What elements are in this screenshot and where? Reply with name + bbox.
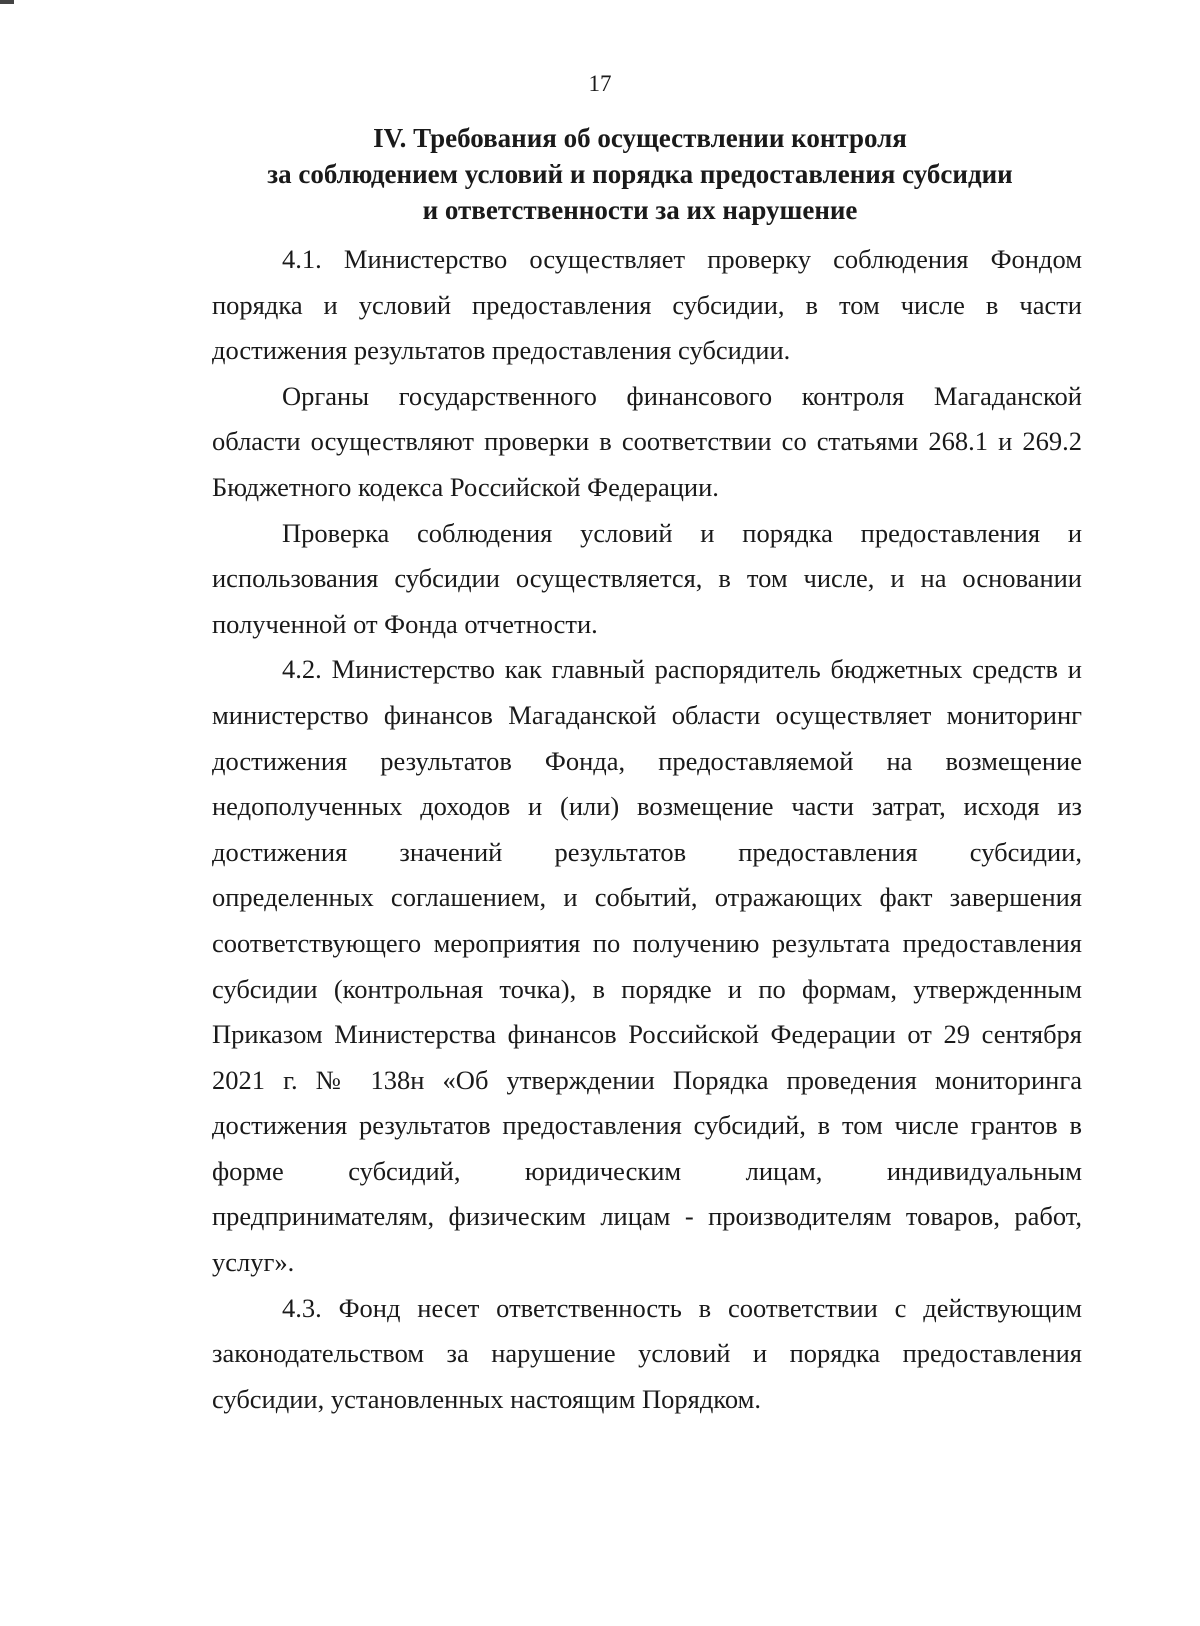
text-line: достижения значений результатов предоставления субсидии, — [212, 836, 1082, 867]
paragraph-4-3 — [212, 1286, 1082, 1423]
paragraph-control-bodies — [212, 374, 1082, 511]
text-line: законодательством за нарушение условий и порядка предоставления — [212, 1338, 1082, 1369]
text-line: достижения результатов предоставления субсидий, в том числе грантов в — [212, 1110, 1082, 1141]
section-heading — [200, 120, 1080, 228]
text-line: достижения результатов Фонда, предоставляемой на возмещение — [212, 745, 1082, 776]
text-line: 4.3. Фонд несет ответственность в соответствии с действующим — [282, 1292, 1082, 1323]
paragraph-4-1 — [212, 237, 1082, 374]
text-line: 4.2. Министерство как главный распорядитель бюджетных средств и — [282, 654, 1082, 685]
paragraph-4-2 — [212, 647, 1082, 1285]
body-text — [212, 237, 1082, 1422]
text-line: 4.1. Министерство осуществляет проверку соблюдения Фондом — [282, 244, 1082, 274]
section-heading-line: IV. Требования об осуществлении контроля — [373, 123, 907, 153]
text-line: Бюджетного кодекса Российской Федерации. — [212, 471, 719, 502]
text-line: соответствующего мероприятия по получению результата предоставления — [212, 927, 1082, 958]
section-heading-line: и ответственности за их нарушение — [422, 195, 858, 225]
scan-edge-mark — [0, 0, 14, 4]
text-line: использования субсидии осуществляется, в том числе, и на основании — [212, 563, 1082, 594]
text-line: министерство финансов Магаданской области осуществляет мониторинг — [212, 699, 1082, 730]
text-line: субсидии, установленных настоящим Порядком. — [212, 1383, 761, 1414]
text-line: субсидии (контрольная точка), в порядке и по формам, утвержденным — [212, 973, 1082, 1004]
text-line: порядка и условий предоставления субсидии, в том числе в части — [212, 289, 1082, 320]
text-line: предпринимателям, физическим лицам - производителям товаров, работ, — [212, 1201, 1082, 1232]
text-line: полученной от Фонда отчетности. — [212, 608, 598, 639]
text-line: Органы государственного финансового контроля Магаданской — [282, 380, 1082, 411]
text-line: услуг». — [212, 1247, 295, 1278]
text-line: форме субсидий, юридическим лицам, индивидуальным — [212, 1155, 1082, 1186]
text-line: Приказом Министерства финансов Российской Федерации от 29 сентября — [212, 1019, 1082, 1050]
text-line: 2021 г. № 138н «Об утверждении Порядка проведения мониторинга — [212, 1064, 1082, 1095]
text-line: Проверка соблюдения условий и порядка предоставления и — [282, 517, 1082, 548]
text-line: недополученных доходов и (или) возмещение части затрат, исходя из — [212, 791, 1082, 822]
text-line: области осуществляют проверки в соответствии со статьями 268.1 и 269.2 — [212, 426, 1082, 457]
text-line: достижения результатов предоставления субсидии. — [212, 335, 791, 366]
paragraph-verification — [212, 511, 1082, 648]
text-line: определенных соглашением, и событий, отражающих факт завершения — [212, 882, 1082, 913]
section-heading-line: за соблюдением условий и порядка предоставления субсидии — [267, 159, 1013, 189]
page-number: 17 — [588, 71, 612, 96]
